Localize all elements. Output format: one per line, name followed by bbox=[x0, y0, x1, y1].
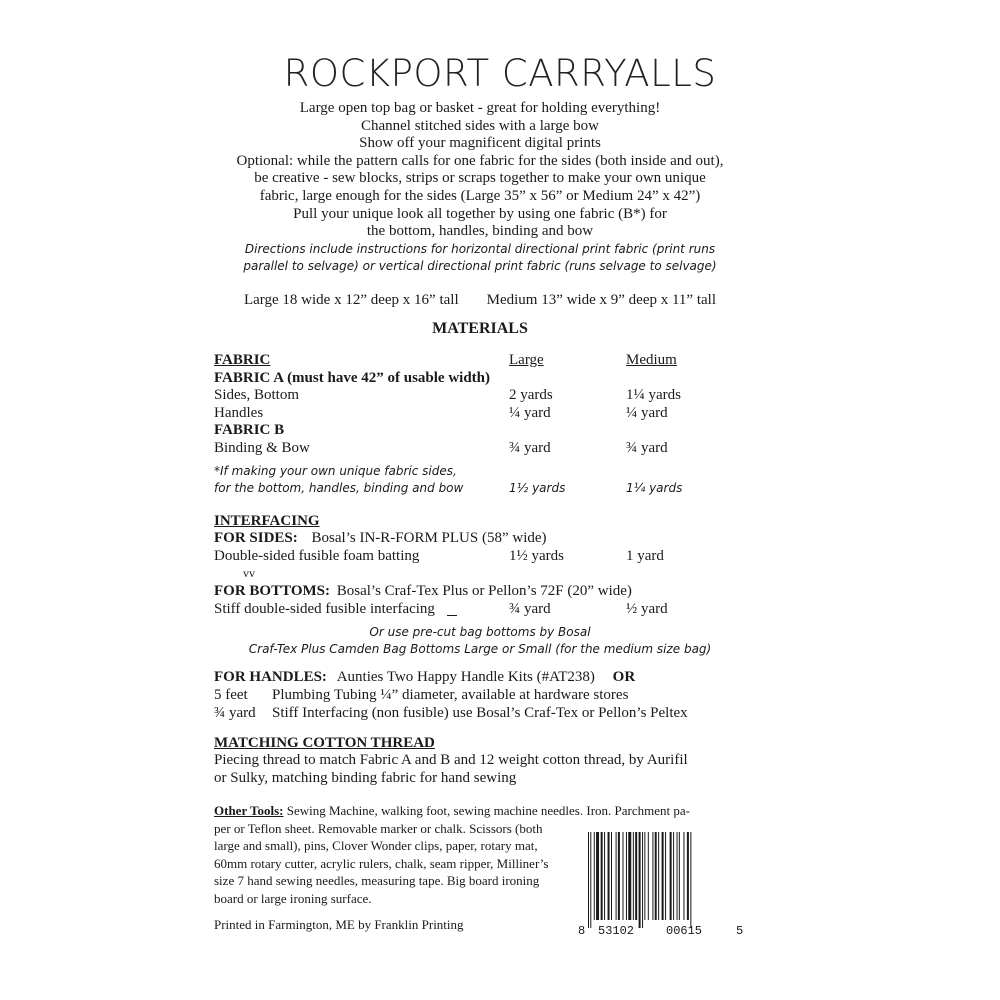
other-tools-label: Other Tools: bbox=[214, 803, 284, 818]
intro-line: Pull your unique look all together by using one fabric (B*) for bbox=[293, 205, 667, 222]
intro-line: Large open top bag or basket - great for holding everything! bbox=[299, 100, 661, 116]
other-tools-text: Sewing Machine, walking foot, sewing machine needles. Iron. Parchment pa- bbox=[283, 803, 690, 818]
stiff-handle-text: Stiff Interfacing (non fusible) use Bosal’s Craf-Tex or Pellon’s Peltex bbox=[272, 705, 688, 721]
barcode-bar bbox=[635, 832, 637, 920]
barcode-bar bbox=[604, 832, 605, 920]
unique-fabric-note: *If making your own unique fabric sides, bbox=[214, 464, 457, 478]
unique-large: 1½ yards bbox=[509, 481, 566, 495]
barcode-bar bbox=[683, 832, 684, 920]
directions-note: Directions include instructions for horizontal directional print fabric (print runs bbox=[244, 241, 716, 256]
sides-bottom-label: Sides, Bottom bbox=[214, 387, 300, 403]
other-tools-line: per or Teflon sheet. Removable marker or chalk. Scissors (both bbox=[214, 820, 543, 836]
barcode-digits-left: 53102 bbox=[598, 924, 635, 936]
large-size: Large 18 wide x 12” deep x 16” tall bbox=[243, 292, 459, 308]
directions-note: parallel to selvage) or vertical directional print fabric (runs selvage to selvage) bbox=[243, 258, 717, 273]
handles-or: OR bbox=[612, 669, 636, 685]
printed-by: Printed in Farmington, ME by Franklin Printing bbox=[214, 917, 464, 932]
page-title: ROCKPORT CARRYALLS bbox=[283, 52, 717, 95]
sides-bottom-medium: 1¼ yards bbox=[626, 387, 681, 403]
barcode-bar bbox=[588, 832, 589, 928]
intro-block bbox=[0, 100, 960, 275]
barcode-bar bbox=[623, 832, 624, 920]
fabric-a-heading: FABRIC A (must have 42” of usable width) bbox=[214, 370, 490, 386]
medium-column-heading: Medium bbox=[626, 352, 677, 368]
stiff-label: Stiff double-sided fusible interfacing bbox=[214, 601, 435, 617]
thread-line: or Sulky, matching binding fabric for hand sewing bbox=[214, 770, 517, 786]
thread-line: Piecing thread to match Fabric A and B and 12 weight cotton thread, by Aurifil bbox=[214, 752, 688, 768]
binding-bow-medium: ¾ yard bbox=[626, 440, 668, 456]
for-bottoms-label: FOR BOTTOMS: bbox=[214, 583, 330, 599]
interfacing-heading: INTERFACING bbox=[214, 513, 320, 529]
barcode-bar bbox=[639, 832, 641, 928]
fabric-heading: FABRIC bbox=[214, 352, 271, 368]
barcode-bar bbox=[611, 832, 612, 920]
handles-kit-text: Aunties Two Happy Handle Kits (#AT238) bbox=[336, 669, 595, 685]
stiff-handle-qty: ¾ yard bbox=[214, 705, 256, 721]
barcode-bar bbox=[677, 832, 678, 920]
handles-label: Handles bbox=[214, 405, 264, 421]
barcode-bar bbox=[626, 832, 627, 920]
barcode-bar bbox=[644, 832, 645, 920]
barcode-bar bbox=[658, 832, 659, 920]
barcode-bar bbox=[673, 832, 674, 920]
tubing-text: Plumbing Tubing ¼” diameter, available at hardware stores bbox=[272, 687, 629, 703]
barcode-bar bbox=[679, 832, 680, 920]
barcode-bar bbox=[601, 832, 603, 920]
precut-note: Craf-Tex Plus Camden Bag Bottoms Large or Small (for the medium size bag) bbox=[248, 642, 712, 656]
large-column-heading: Large bbox=[509, 352, 544, 368]
vv-mark: vv bbox=[243, 566, 255, 580]
intro-line: Optional: while the pattern calls for one fabric for the sides (both inside and out), bbox=[236, 152, 724, 169]
handles-medium: ¼ yard bbox=[626, 405, 668, 421]
other-tools-line: board or large ironing surface. bbox=[214, 890, 372, 906]
barcode-bar bbox=[648, 832, 649, 920]
for-bottoms-text: Bosal’s Craf-Tex Plus or Pellon’s 72F (20” wide) bbox=[336, 583, 632, 599]
thread-heading: MATCHING COTTON THREAD bbox=[214, 735, 435, 751]
sides-interfacing-row bbox=[214, 529, 547, 547]
stiff-medium: ½ yard bbox=[626, 601, 668, 617]
barcode-digits-right: 00615 bbox=[666, 924, 703, 936]
other-tools-line: large and small), pins, Clover Wonder clips, paper, rotary mat, bbox=[214, 838, 538, 853]
unique-medium: 1¼ yards bbox=[626, 481, 683, 495]
barcode-bar bbox=[690, 832, 691, 928]
barcode-bar bbox=[642, 832, 643, 928]
barcode-bar bbox=[596, 832, 599, 920]
sides-bottom-large: 2 yards bbox=[509, 387, 553, 403]
underline-mark bbox=[447, 615, 457, 616]
intro-line: Show off your magnificent digital prints bbox=[359, 135, 601, 152]
barcode-bar bbox=[590, 832, 591, 928]
binding-bow-large: ¾ yard bbox=[509, 440, 551, 456]
foam-label: Double-sided fusible foam batting bbox=[214, 548, 420, 564]
barcode-bar bbox=[618, 832, 620, 920]
fabric-b-heading: FABRIC B bbox=[214, 422, 285, 438]
size-line bbox=[0, 291, 960, 309]
barcode-digit-first: 8 bbox=[578, 924, 586, 936]
barcode bbox=[578, 832, 746, 936]
intro-line: be creative - sew blocks, strips or scraps together to make your own unique bbox=[254, 170, 706, 187]
barcode-bar bbox=[608, 832, 610, 920]
intro-line: Channel stitched sides with a large bow bbox=[360, 117, 599, 134]
barcode-bar bbox=[594, 832, 595, 920]
barcode-bar bbox=[652, 832, 653, 920]
intro-line: fabric, large enough for the sides (Large 35” x 56” or Medium 24” x 42”) bbox=[259, 187, 701, 204]
for-sides-text: Bosal’s IN-R-FORM PLUS (58” wide) bbox=[311, 530, 547, 546]
medium-size: Medium 13” wide x 9” deep x 11” tall bbox=[486, 292, 717, 308]
barcode-bar bbox=[628, 832, 631, 920]
binding-bow-label: Binding & Bow bbox=[214, 440, 310, 456]
bottoms-interfacing-row bbox=[214, 582, 632, 600]
for-sides-label: FOR SIDES: bbox=[214, 530, 298, 546]
barcode-bar bbox=[633, 832, 634, 920]
for-handles-label: FOR HANDLES: bbox=[214, 669, 327, 685]
stiff-large: ¾ yard bbox=[509, 601, 551, 617]
barcode-bar bbox=[670, 832, 672, 920]
other-tools-line: size 7 hand sewing needles, measuring tape. Big board ironing bbox=[214, 873, 540, 888]
barcode-bars bbox=[588, 832, 691, 928]
foam-large: 1½ yards bbox=[509, 548, 564, 564]
precut-note: Or use pre-cut bag bottoms by Bosal bbox=[369, 625, 591, 639]
intro-line: the bottom, handles, binding and bow bbox=[366, 223, 594, 240]
barcode-bar bbox=[616, 832, 617, 920]
barcode-digit-last: 5 bbox=[736, 924, 744, 936]
tubing-qty: 5 feet bbox=[214, 687, 248, 703]
handles-large: ¼ yard bbox=[509, 405, 551, 421]
unique-fabric-note: for the bottom, handles, binding and bow bbox=[214, 481, 464, 495]
barcode-bar bbox=[655, 832, 657, 920]
barcode-bar bbox=[687, 832, 689, 920]
other-tools-line bbox=[214, 802, 754, 820]
materials-heading: MATERIALS bbox=[432, 320, 528, 337]
barcode-bar bbox=[662, 832, 664, 920]
handles-row bbox=[214, 668, 635, 686]
barcode-bar bbox=[665, 832, 666, 920]
other-tools-line: 60mm rotary cutter, acrylic rulers, chalk, seam ripper, Milliner’s bbox=[214, 855, 549, 871]
foam-medium: 1 yard bbox=[626, 548, 664, 564]
